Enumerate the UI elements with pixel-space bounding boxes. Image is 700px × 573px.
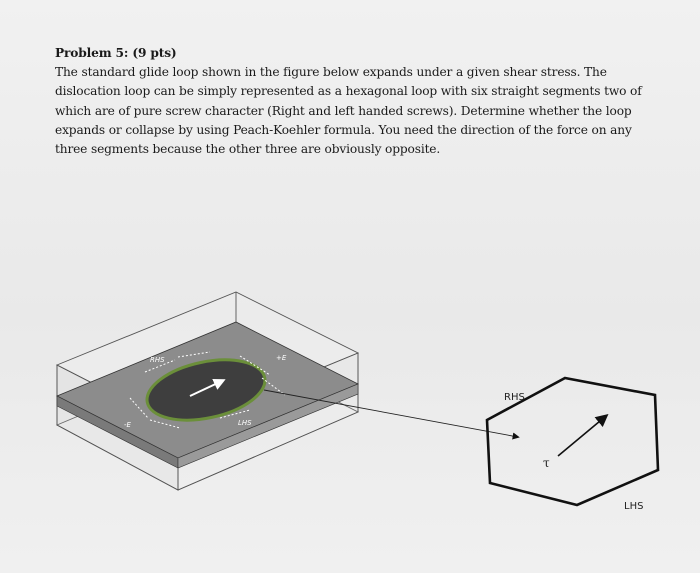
problem-title: Problem 5: (9 pts) — [55, 46, 177, 60]
hexagon-label-lhs: LHS — [624, 501, 644, 512]
stress-label-tau: τ — [543, 456, 550, 470]
hexagon-labels — [504, 392, 643, 512]
crystal-label-pos-edge: +E — [276, 354, 287, 362]
crystal-label-neg-edge: -E — [124, 421, 131, 429]
crystal-label-rhs: RHS — [150, 356, 165, 364]
stress-arrow — [558, 416, 606, 456]
crystal-label-lhs: LHS — [238, 419, 252, 427]
hexagon-label-rhs: RHS — [504, 392, 525, 403]
problem-line-5: three segments because the other three are obviously opposite. — [55, 142, 441, 157]
problem-line-1: The standard glide loop shown in the figure below expands under a given shear stress. The — [55, 65, 607, 80]
problem-line-3: which are of pure screw character (Right and left handed screws). Determine whether the loop — [55, 103, 632, 118]
problem-line-4: expands or collapse by using Peach-Koehler formula. You need the direction of the force on any — [55, 122, 632, 137]
problem-line-2: dislocation loop can be simply represented as a hexagonal loop with six straight segments two of — [55, 84, 642, 99]
